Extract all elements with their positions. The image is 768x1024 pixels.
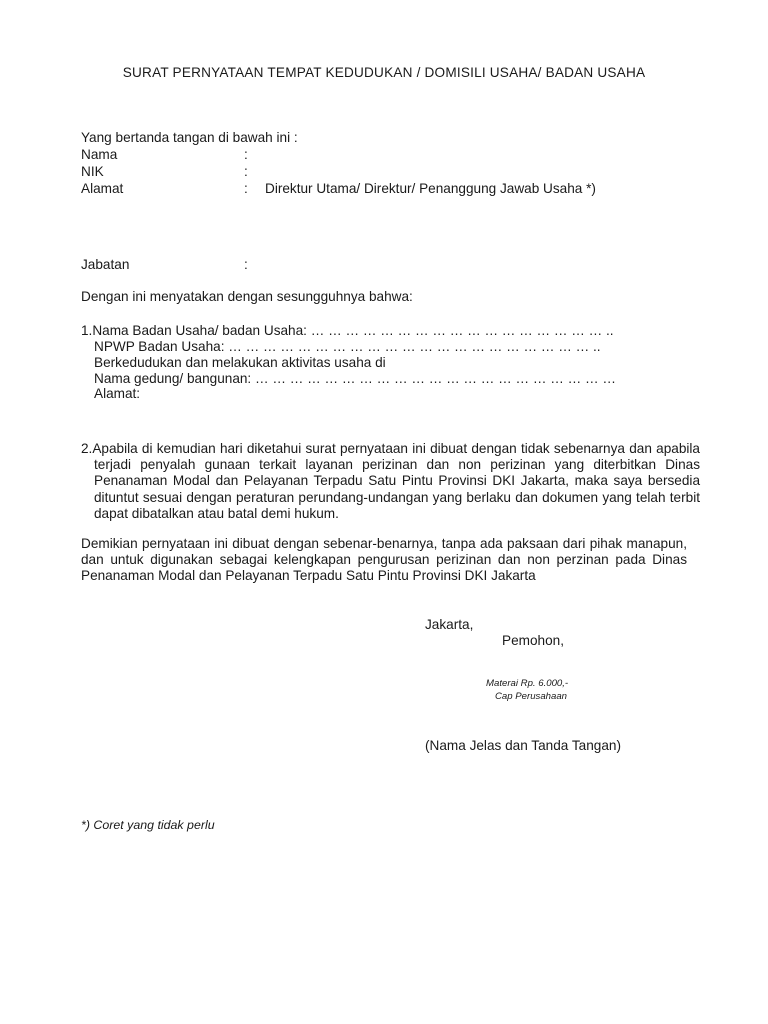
signature-role: Pemohon, xyxy=(502,633,564,648)
intro-text: Yang bertanda tangan di bawah ini : xyxy=(81,130,298,145)
nama-label: Nama xyxy=(81,147,118,162)
cap-text: Cap Perusahaan xyxy=(495,691,568,702)
jabatan-colon: : xyxy=(244,257,248,272)
materai-text: Materai Rp. 6.000,- xyxy=(486,678,569,689)
alamat-label: Alamat xyxy=(81,181,124,196)
alamat-colon: : xyxy=(244,181,248,196)
item1-line-npwp: NPWP Badan Usaha: … … … … … … … … … … … … … … … … … … … … … .. xyxy=(94,339,601,354)
item1-line-nama-badan: 1.Nama Badan Usaha/ badan Usaha: … … … … … … … … … … … … … … … … … .. xyxy=(81,323,614,338)
closing-paragraph: Demikian pernyataan ini dibuat dengan sebenar-benarnya, tanpa ada paksaan dari pihak manapun, dan untuk digunakan sebagai kelengkapan pengurusan perizinan dan non perzinan pada Dinas Penanaman Modal dan Pelayanan Terpadu Satu Pintu Provinsi DKI Jakarta xyxy=(81,536,687,584)
jabatan-label: Jabatan xyxy=(81,257,130,272)
nik-label: NIK xyxy=(81,164,104,179)
nama-colon: : xyxy=(244,147,248,162)
item1-line-kedudukan: Berkedudukan dan melakukan aktivitas usaha di xyxy=(94,355,386,370)
signature-name-line: (Nama Jelas dan Tanda Tangan) xyxy=(425,738,621,753)
signature-place: Jakarta, xyxy=(425,617,474,632)
statement-text: Dengan ini menyatakan dengan sesungguhnya bahwa: xyxy=(81,289,413,304)
document-title: SURAT PERNYATAAN TEMPAT KEDUDUKAN / DOMISILI USAHA/ BADAN USAHA xyxy=(122,65,646,80)
item1-line-gedung: Nama gedung/ bangunan: … … … … … … … … … … … … … … … … … … … … … xyxy=(94,371,616,386)
footnote: *) Coret yang tidak perlu xyxy=(81,818,215,832)
nik-colon: : xyxy=(244,164,248,179)
item1-line-alamat: Alamat: xyxy=(94,386,141,401)
item2-paragraph: 2.Apabila di kemudian hari diketahui surat pernyataan ini dibuat dengan tidak sebenarnya dan apabila terjadi penyalah gunaan terkait layanan perizinan dan non perizinan yang diterbitkan Dinas Penanaman Modal dan Pelayanan Terpadu Satu Pintu Provinsi DKI Jakarta, maka saya bersedia dituntut sesuai dengan peraturan perundang-undangan yang berlaku dan dokumen yang telah terbit dapat dibatalkan atau batal demi hukum. xyxy=(81,441,700,521)
alamat-value: Direktur Utama/ Direktur/ Penanggung Jawab Usaha *) xyxy=(265,181,596,196)
